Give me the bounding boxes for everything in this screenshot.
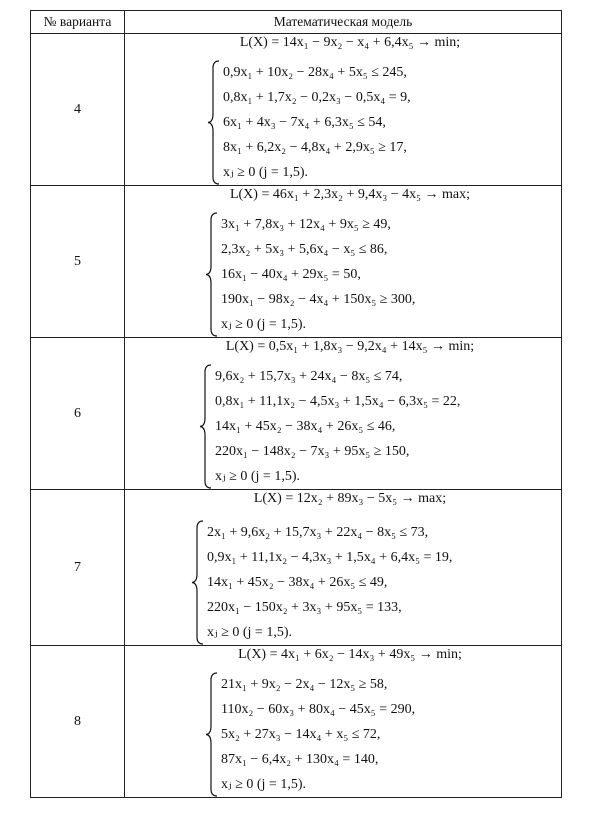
constraint-line: 190x₁ − 98x₂ − 4x₄ + 150x₅ ≥ 300, [221,292,416,307]
variant-number: 6 [31,338,125,490]
math-model-cell [125,34,562,186]
objective-function: L(X) = 12x₂ + 89x₃ − 5x₅ → max; [253,491,447,506]
objective-function: L(X) = 4x₁ + 6x₂ − 14x₃ + 49x₅ → min; [238,647,462,662]
objective-function: L(X) = 46x₁ + 2,3x₂ + 9,4x₃ − 4x₅ → max; [229,187,471,202]
constraint-line: 110x₂ − 60x₃ + 80x₄ − 45x₅ = 290, [221,702,416,717]
constraint-line: 87x₁ − 6,4x₂ + 130x₄ = 140, [221,752,379,767]
objective-function: L(X) = 0,5x₁ + 1,8x₃ − 9,2x₄ + 14x₅ → min; [225,339,475,354]
table-row [31,490,562,646]
objective-function: L(X) = 14x₁ − 9x₂ − x₄ + 6,4x₅ → min; [239,35,461,50]
constraint-system [125,60,561,185]
left-brace-icon [199,364,213,489]
header-math-model: Математическая модель [125,11,562,34]
math-model-cell [125,646,562,798]
variant-number: 7 [31,490,125,646]
constraint-line: 0,9x₁ + 11,1x₂ − 4,3x₃ + 1,5x₄ + 6,4x₅ = 19, [207,550,453,565]
constraint-line: 14x₁ + 45x₂ − 38x₄ + 26x₅ ≤ 49, [207,575,388,590]
left-brace-icon [191,520,205,645]
constraint-line: 3x₁ + 7,8x₃ + 12x₄ + 9x₅ ≥ 49, [221,217,391,232]
table-row [31,646,562,798]
header-variant-number: № варианта [31,11,125,34]
table-header-row [31,11,562,34]
math-model-cell [125,338,562,490]
constraint-line: 8x₁ + 6,2x₂ − 4,8x₄ + 2,9x₅ ≥ 17, [223,140,407,155]
left-brace-icon [205,212,219,337]
constraint-line: 0,8x₁ + 11,1x₂ − 4,5x₃ + 1,5x₄ − 6,3x₅ = 22, [215,394,461,409]
constraint-line: 5x₂ + 27x₃ − 14x₄ + x₅ ≤ 72, [221,727,381,742]
constraint-line: 220x₁ − 150x₂ + 3x₃ + 95x₅ = 133, [207,600,402,615]
constraint-system [125,364,561,489]
constraint-line: xⱼ ≥ 0 (j = 1,5). [221,317,306,332]
constraint-system [125,212,561,337]
constraint-line: 2x₁ + 9,6x₂ + 15,7x₃ + 22x₄ − 8x₅ ≤ 73, [207,525,429,540]
constraint-line: xⱼ ≥ 0 (j = 1,5). [207,625,292,640]
variant-number: 4 [31,34,125,186]
math-model-cell [125,490,562,646]
table-row [31,338,562,490]
variant-number: 8 [31,646,125,798]
constraint-line: 9,6x₂ + 15,7x₃ + 24x₄ − 8x₅ ≤ 74, [215,369,403,384]
left-brace-icon [205,672,219,797]
constraint-line: 0,9x₁ + 10x₂ − 28x₄ + 5x₅ ≤ 245, [223,65,407,80]
constraint-system [125,672,561,797]
variant-number: 5 [31,186,125,338]
constraint-line: 6x₁ + 4x₃ − 7x₄ + 6,3x₅ ≤ 54, [223,115,386,130]
constraint-system [125,520,561,645]
left-brace-icon [207,60,221,185]
constraint-line: 21x₁ + 9x₂ − 2x₄ − 12x₅ ≥ 58, [221,677,388,692]
table-row [31,186,562,338]
constraint-line: 220x₁ − 148x₂ − 7x₃ + 95x₅ ≥ 150, [215,444,410,459]
constraint-line: xⱼ ≥ 0 (j = 1,5). [221,777,306,792]
constraint-line: xⱼ ≥ 0 (j = 1,5). [215,469,300,484]
constraint-line: 16x₁ − 40x₄ + 29x₅ = 50, [221,267,361,282]
constraint-line: 0,8x₁ + 1,7x₂ − 0,2x₃ − 0,5x₄ = 9, [223,90,411,105]
constraint-line: 14x₁ + 45x₂ − 38x₄ + 26x₅ ≤ 46, [215,419,396,434]
variants-table [30,10,562,798]
table-row [31,34,562,186]
constraint-line: 2,3x₂ + 5x₃ + 5,6x₄ − x₅ ≤ 86, [221,242,388,257]
math-model-cell [125,186,562,338]
constraint-line: xⱼ ≥ 0 (j = 1,5). [223,165,308,180]
